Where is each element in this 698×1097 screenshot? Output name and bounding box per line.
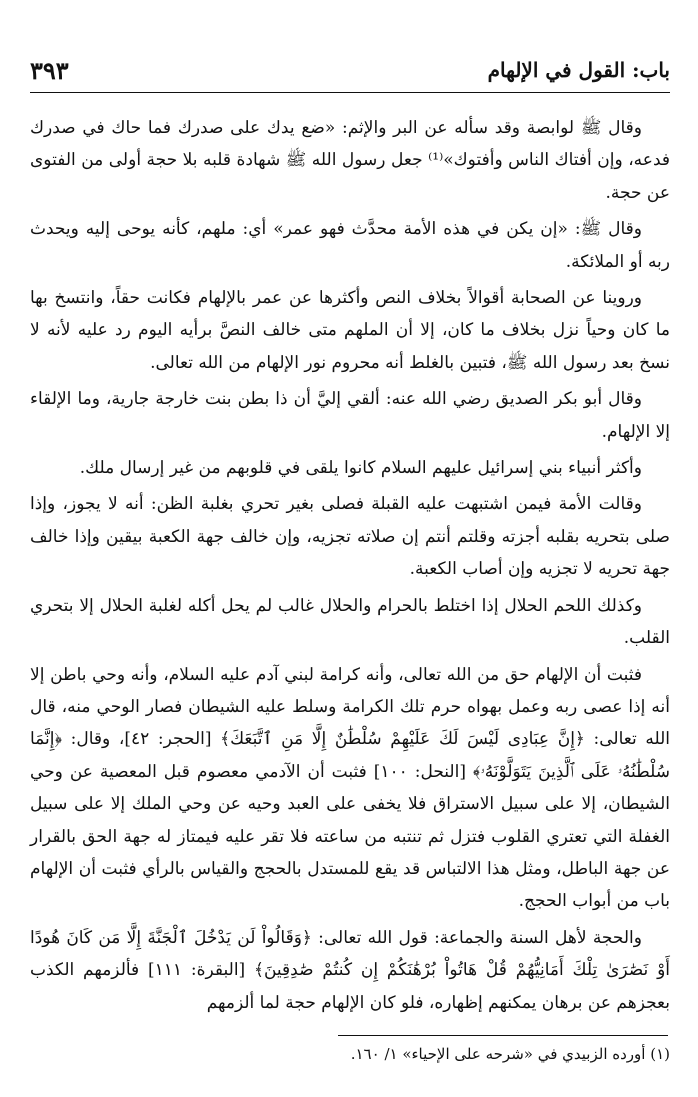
paragraph: وقال أبو بكر الصديق رضي الله عنه: ألقي إليَّ أن ذا بطن بنت خارجة جارية، وما الإلقاء إلا الإلهام. <box>30 389 670 442</box>
page-number: ٣٩٣ <box>30 56 69 85</box>
paragraph: وروينا عن الصحابة أقوالاً بخلاف النص وأكثرها عن عمر بالإلهام فكانت حقاً، وانتسخ بها ما كان وحياً نزل بخلاف ما كان، إلا أن الملهم متى خالف النصَّ برأيه اليوم رد عليه لأنه لا نسخ بعد رسول الله ﷺ، فتبين بالغلط أنه محروم نور الإلهام من الله تعالى. <box>30 288 670 373</box>
paragraph: والحجة لأهل السنة والجماعة: قول الله تعالى: ﴿وَقَالُواْ لَن يَدْخُلَ ٱلْجَنَّةَ إِلَّا مَن كَانَ هُودًا أَوْ نَصَٰرَىٰ تِلْكَ أَمَانِيُّهُمْ قُلْ هَاتُواْ بُرْهَٰنَكُمْ إِن كُنتُمْ صَٰدِقِينَ﴾ [البقرة: ١١١] فألزمهم الكذب بعجزهم عن برهان يمكنهم إظهاره، فلو كان الإلهام حجة لما ألزمهم <box>30 927 671 1013</box>
paragraph: وقال ﷺ: «إن يكن في هذه الأمة محدَّث فهو عمر» أي: ملهم، كأنه يوحى إليه ويحدث ربه أو الملائكة. <box>30 219 670 272</box>
paragraph: وكذلك اللحم الحلال إذا اختلط بالحرام والحلال غالب لم يحل أكله لغلبة الحلال إلا بتحري القلب. <box>30 595 670 649</box>
footnote-divider <box>338 1035 668 1036</box>
paragraph: وقالت الأمة فيمن اشتبهت عليه القبلة فصلى بغير تحري بغلبة الظن: أنه لا يجوز، وإذا صلى بتحريه بقلبه أجزته وقلتم أنتم إن صلاته تجزيه، وإن خالف جهة الكعبة بيقين وإذا خالف جهة تحريه لا تجزيه وإن أصاب الكعبة. <box>30 494 670 580</box>
running-title: باب: القول في الإلهام <box>487 58 670 82</box>
footnote: (١) أورده الزبيدي في «شرحه على الإحياء» ١/ ١٦٠. <box>350 1045 670 1063</box>
running-header <box>30 52 670 93</box>
paragraph: فثبت أن الإلهام حق من الله تعالى، وأنه كرامة لبني آدم عليه السلام، وأنه وحي باطن إلا أنه إذا عصى ربه وعمل بهواه حرم تلك الكرامة وسلط عليه الشيطان فصار الوحي منه، قال الله تعالى: ﴿إِنَّ عِبَادِى لَيْسَ لَكَ عَلَيْهِمْ سُلْطَٰنٌ إِلَّا مَنِ ٱتَّبَعَكَ﴾ [الحجر: ٤٢]، وقال: ﴿إِنَّمَا سُلْطَٰنُهُۥ عَلَى ٱلَّذِينَ يَتَوَلَّوْنَهُۥ﴾ [النحل: ١٠٠] فثبت أن الآدمي معصوم قبل المعصية عن وحي الشيطان، إلا على سبيل الاستراق فلا يخفى على العبد وحيه عن وحي الملك إلا على سبيل الغفلة التي تعتري القلوب فتزل ثم تنتبه من ساعته فلا تقر عليه فيمتاز له جهة الحق بالقرار عن جهة الباطل، ومثل هذا الالتباس قد يقع للمستدل بالحجج والقياس بالرأي فثبت أن الإلهام باب من أبواب الحجج. <box>30 664 671 912</box>
paragraph: وأكثر أنبياء بني إسرائيل عليهم السلام كانوا يلقى في قلوبهم من غير إرسال ملك. <box>79 458 642 479</box>
main-text <box>30 112 670 1023</box>
paragraph: وقال ﷺ لوابصة وقد سأله عن البر والإثم: «ضع يدك على صدرك فما حاك في صدرك فدعه، وإن أفتاك الناس وأفتوك»⁽¹⁾ جعل رسول الله ﷺ شهادة قلبه بلا حجة أولى من الفتوى عن حجة. <box>30 118 670 203</box>
